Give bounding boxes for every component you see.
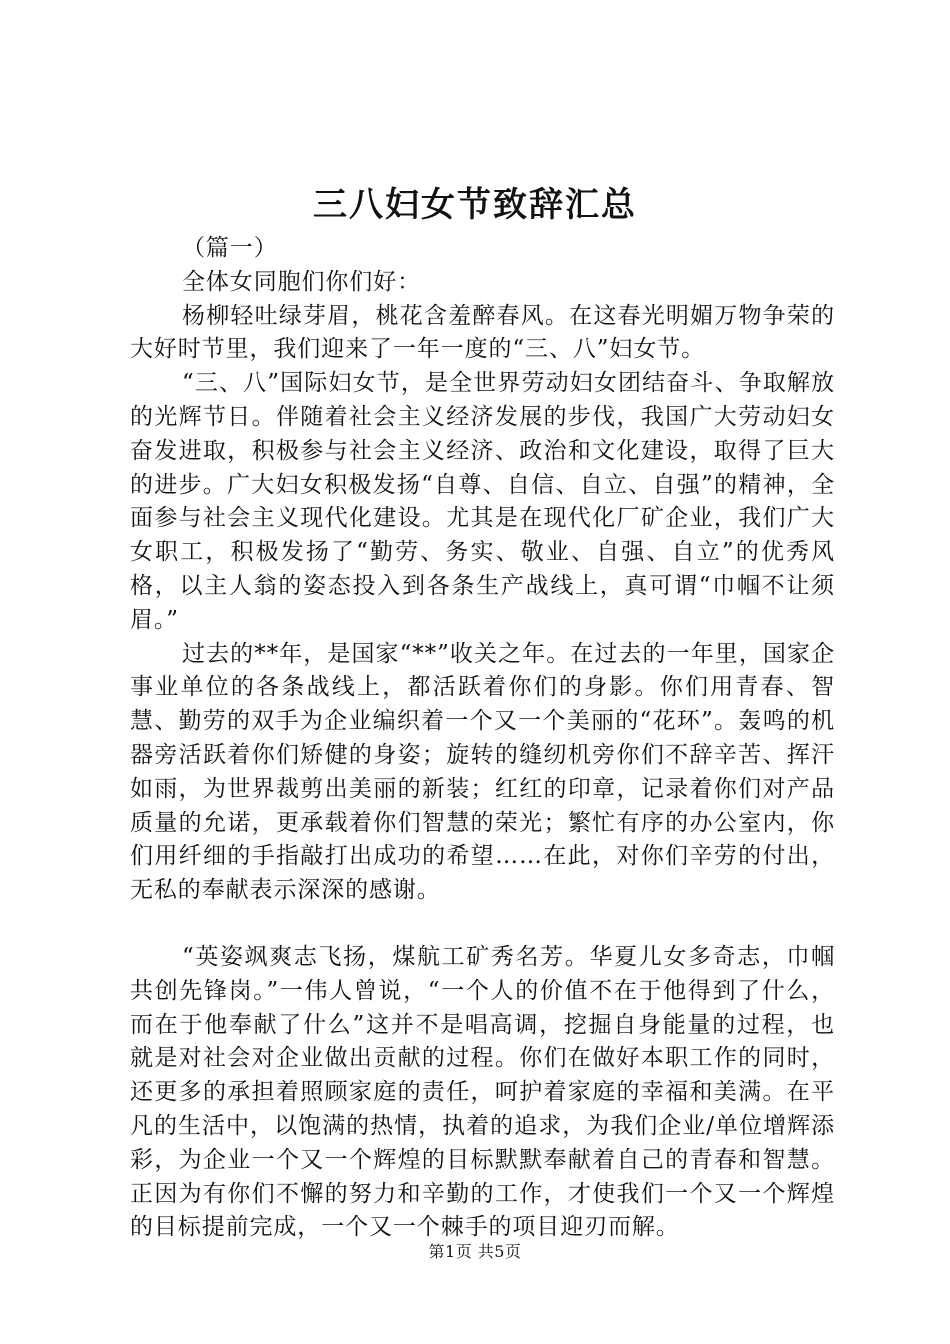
- document-body: [130, 232, 835, 1245]
- page-footer: 第1页 共5页: [428, 1242, 522, 1261]
- paragraph-3: 过去的**年，是国家“**”收关之年。在过去的一年里，国家企事业单位的各条战线上，都活跃着你们的身影。你们用青春、智慧、勤劳的双手为企业编织着一个又一个美丽的“花环”。轰鸣的机器旁活跃着你们矫健的身姿；旋转的缝纫机旁你们不辞辛苦、挥汗如雨，为世界裁剪出美丽的新装；红红的印章，记录着你们对产品质量的允诺，更承载着你们智慧的荣光；繁忙有序的办公室内，你们用纤细的手指敲打出成功的希望……在此，对你们辛劳的付出，无私的奉献表示深深的感谢。: [130, 640, 835, 904]
- salutation: 全体女同胞们你们好：: [182, 268, 421, 295]
- paragraph-2: “三、八”国际妇女节，是全世界劳动妇女团结奋斗、争取解放的光辉节日。伴随着社会主义经济发展的步伐，我国广大劳动妇女奋发进取，积极参与社会主义经济、政治和文化建设，取得了巨大的进步。广大妇女积极发扬“自尊、自信、自立、自强”的精神，全面参与社会主义现代化建设。尤其是在现代化厂矿企业，我们广大女职工，积极发扬了“勤劳、务实、敬业、自强、自立”的优秀风格，以主人翁的姿态投入到各条生产战线上，真可谓“巾帼不让须眉。”: [130, 370, 835, 633]
- paragraph-1: 杨柳轻吐绿芽眉，桃花含羞醉春风。在这春光明媚万物争荣的大好时节里，我们迎来了一年一度的“三、八”妇女节。: [130, 302, 835, 363]
- section-label: （篇一）: [182, 235, 278, 261]
- paragraph-4: “英姿飒爽志飞扬，煤航工矿秀名芳。华夏儿女多奇志，巾帼共创先锋岗。”一伟人曾说，“一个人的价值不在于他得到了什么，而在于他奉献了什么”这并不是唱高调，挖掘自身能量的过程，也就是对社会对企业做出贡献的过程。你们在做好本职工作的同时，还更多的承担着照顾家庭的责任，呵护着家庭的幸福和美满。在平凡的生活中，以饱满的热情，执着的追求，为我们企业/单位增辉添彩，为企业一个又一个辉煌的目标默默奉献着自己的青春和智慧。正因为有你们不懈的努力和辛勤的工作，才使我们一个又一个辉煌的目标提前完成，一个又一个棘手的项目迎刃而解。: [130, 943, 835, 1241]
- document-title: 三八妇女节致辞汇总: [313, 185, 637, 225]
